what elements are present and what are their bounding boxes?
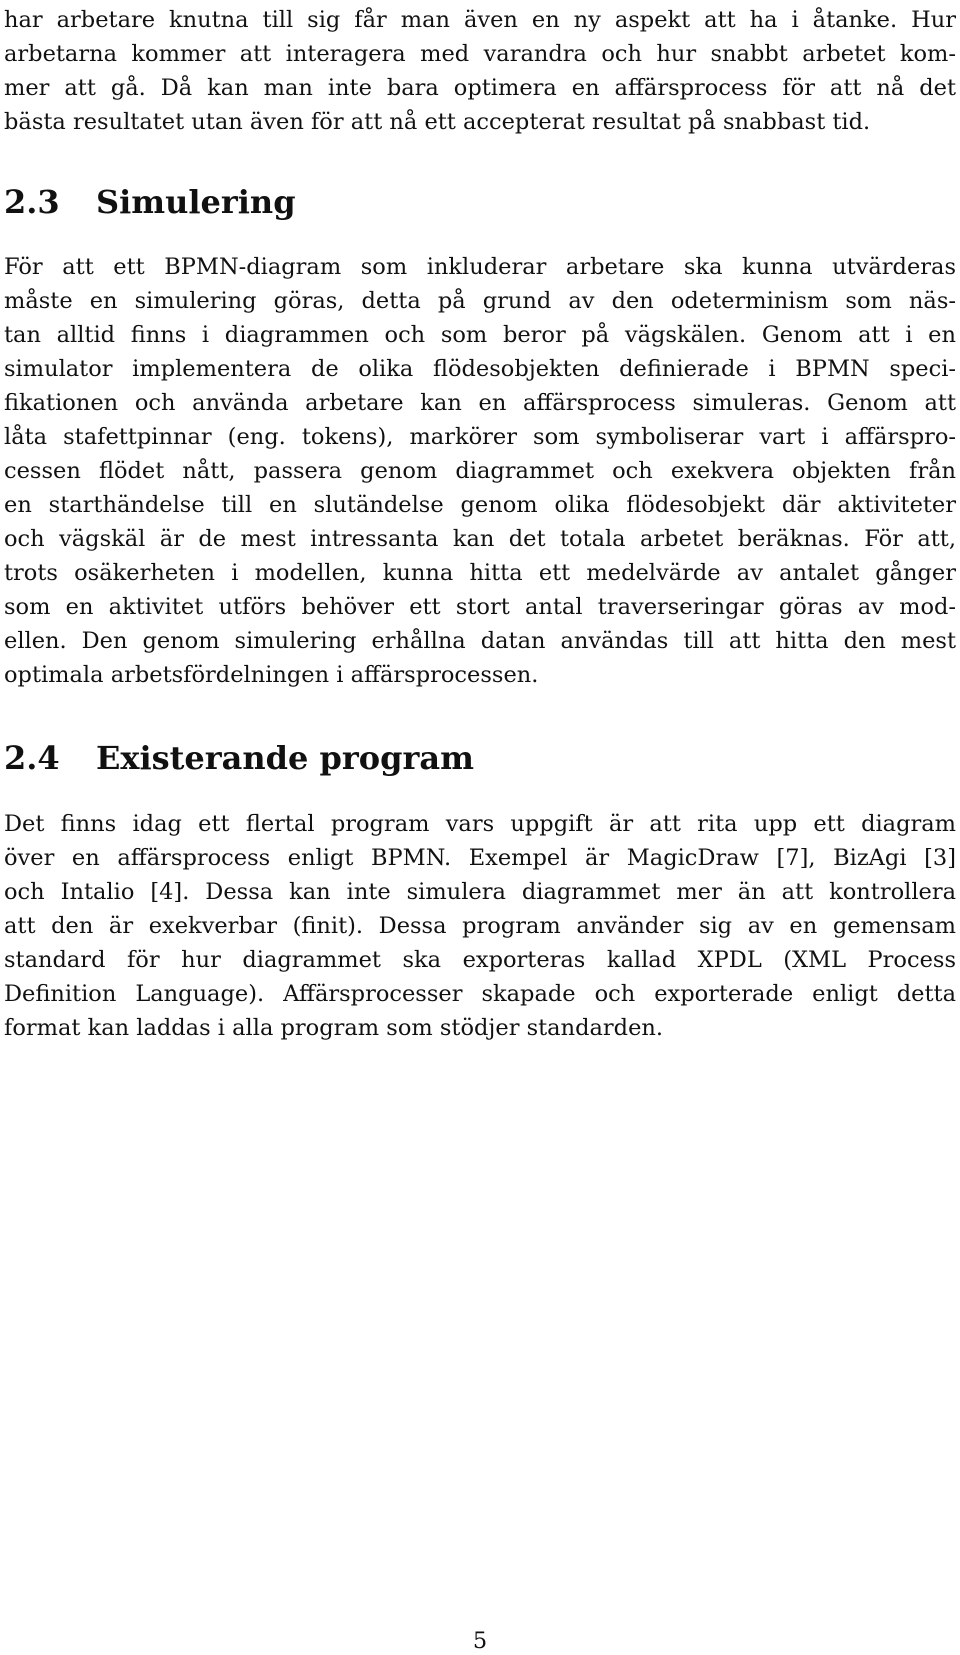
s23-line-13: optimala arbetsfördelningen i affärsprocessen.: [4, 662, 539, 688]
s23-line-9: och vägskäl är de mest intressanta kan det totala arbetet beräknas. För att,: [4, 526, 956, 552]
section-title: Simulering: [96, 183, 296, 221]
section-heading-2-3: [4, 178, 296, 226]
s23-line-1: För att ett BPMN-diagram som inkluderar arbetare ska kunna utvärderas: [4, 254, 956, 280]
s23-line-3: tan alltid finns i diagrammen och som beror på vägskälen. Genom att i en: [4, 322, 956, 348]
s23-line-10: trots osäkerheten i modellen, kunna hitta ett medelvärde av antalet gånger: [4, 560, 956, 586]
s23-line-12: ellen. Den genom simulering erhållna datan användas till att hitta den mest: [4, 628, 956, 654]
section-title: Existerande program: [96, 739, 474, 777]
s23-line-11: som en aktivitet utförs behöver ett stort antal traverseringar göras av mod-: [4, 594, 956, 620]
intro-line-1: har arbetare knutna till sig får man även en ny aspekt att ha i åtanke. Hur: [4, 7, 956, 33]
section-number: 2.3: [4, 183, 60, 221]
s24-line-7: format kan laddas i alla program som stödjer standarden.: [4, 1015, 664, 1041]
s23-line-2: måste en simulering göras, detta på grund av den odeterminism som näs-: [4, 288, 956, 314]
s24-line-1: Det finns idag ett flertal program vars uppgift är att rita upp ett diagram: [4, 811, 956, 837]
intro-line-3: mer att gå. Då kan man inte bara optimera en affärsprocess för att nå det: [4, 75, 956, 101]
s23-line-4: simulator implementera de olika flödesobjekten definierade i BPMN speci-: [4, 356, 956, 382]
s24-line-5: standard för hur diagrammet ska exporteras kallad XPDL (XML Process: [4, 947, 956, 973]
intro-line-2: arbetarna kommer att interagera med varandra och hur snabbt arbetet kom-: [4, 41, 956, 67]
s23-line-5: fikationen och använda arbetare kan en affärsprocess simuleras. Genom att: [4, 390, 956, 416]
s23-line-7: cessen flödet nått, passera genom diagrammet och exekvera objekten från: [4, 458, 956, 484]
s23-line-6: låta stafettpinnar (eng. tokens), markörer som symboliserar vart i affärspro-: [4, 424, 956, 450]
intro-line-4: bästa resultatet utan även för att nå ett accepterat resultat på snabbast tid.: [4, 109, 871, 135]
page-number: 5: [472, 1628, 488, 1654]
section-heading-2-4: [4, 734, 474, 782]
s24-line-4: att den är exekverbar (finit). Dessa program använder sig av en gemensam: [4, 913, 956, 939]
s24-line-6: Definition Language). Affärsprocesser skapade och exporterade enligt detta: [4, 981, 956, 1007]
s24-line-3: och Intalio [4]. Dessa kan inte simulera diagrammet mer än att kontrollera: [4, 879, 956, 905]
s23-line-8: en starthändelse till en slutändelse genom olika flödesobjekt där aktiviteter: [4, 492, 956, 518]
s24-line-2: över en affärsprocess enligt BPMN. Exempel är MagicDraw [7], BizAgi [3]: [4, 845, 956, 871]
section-number: 2.4: [4, 739, 60, 777]
